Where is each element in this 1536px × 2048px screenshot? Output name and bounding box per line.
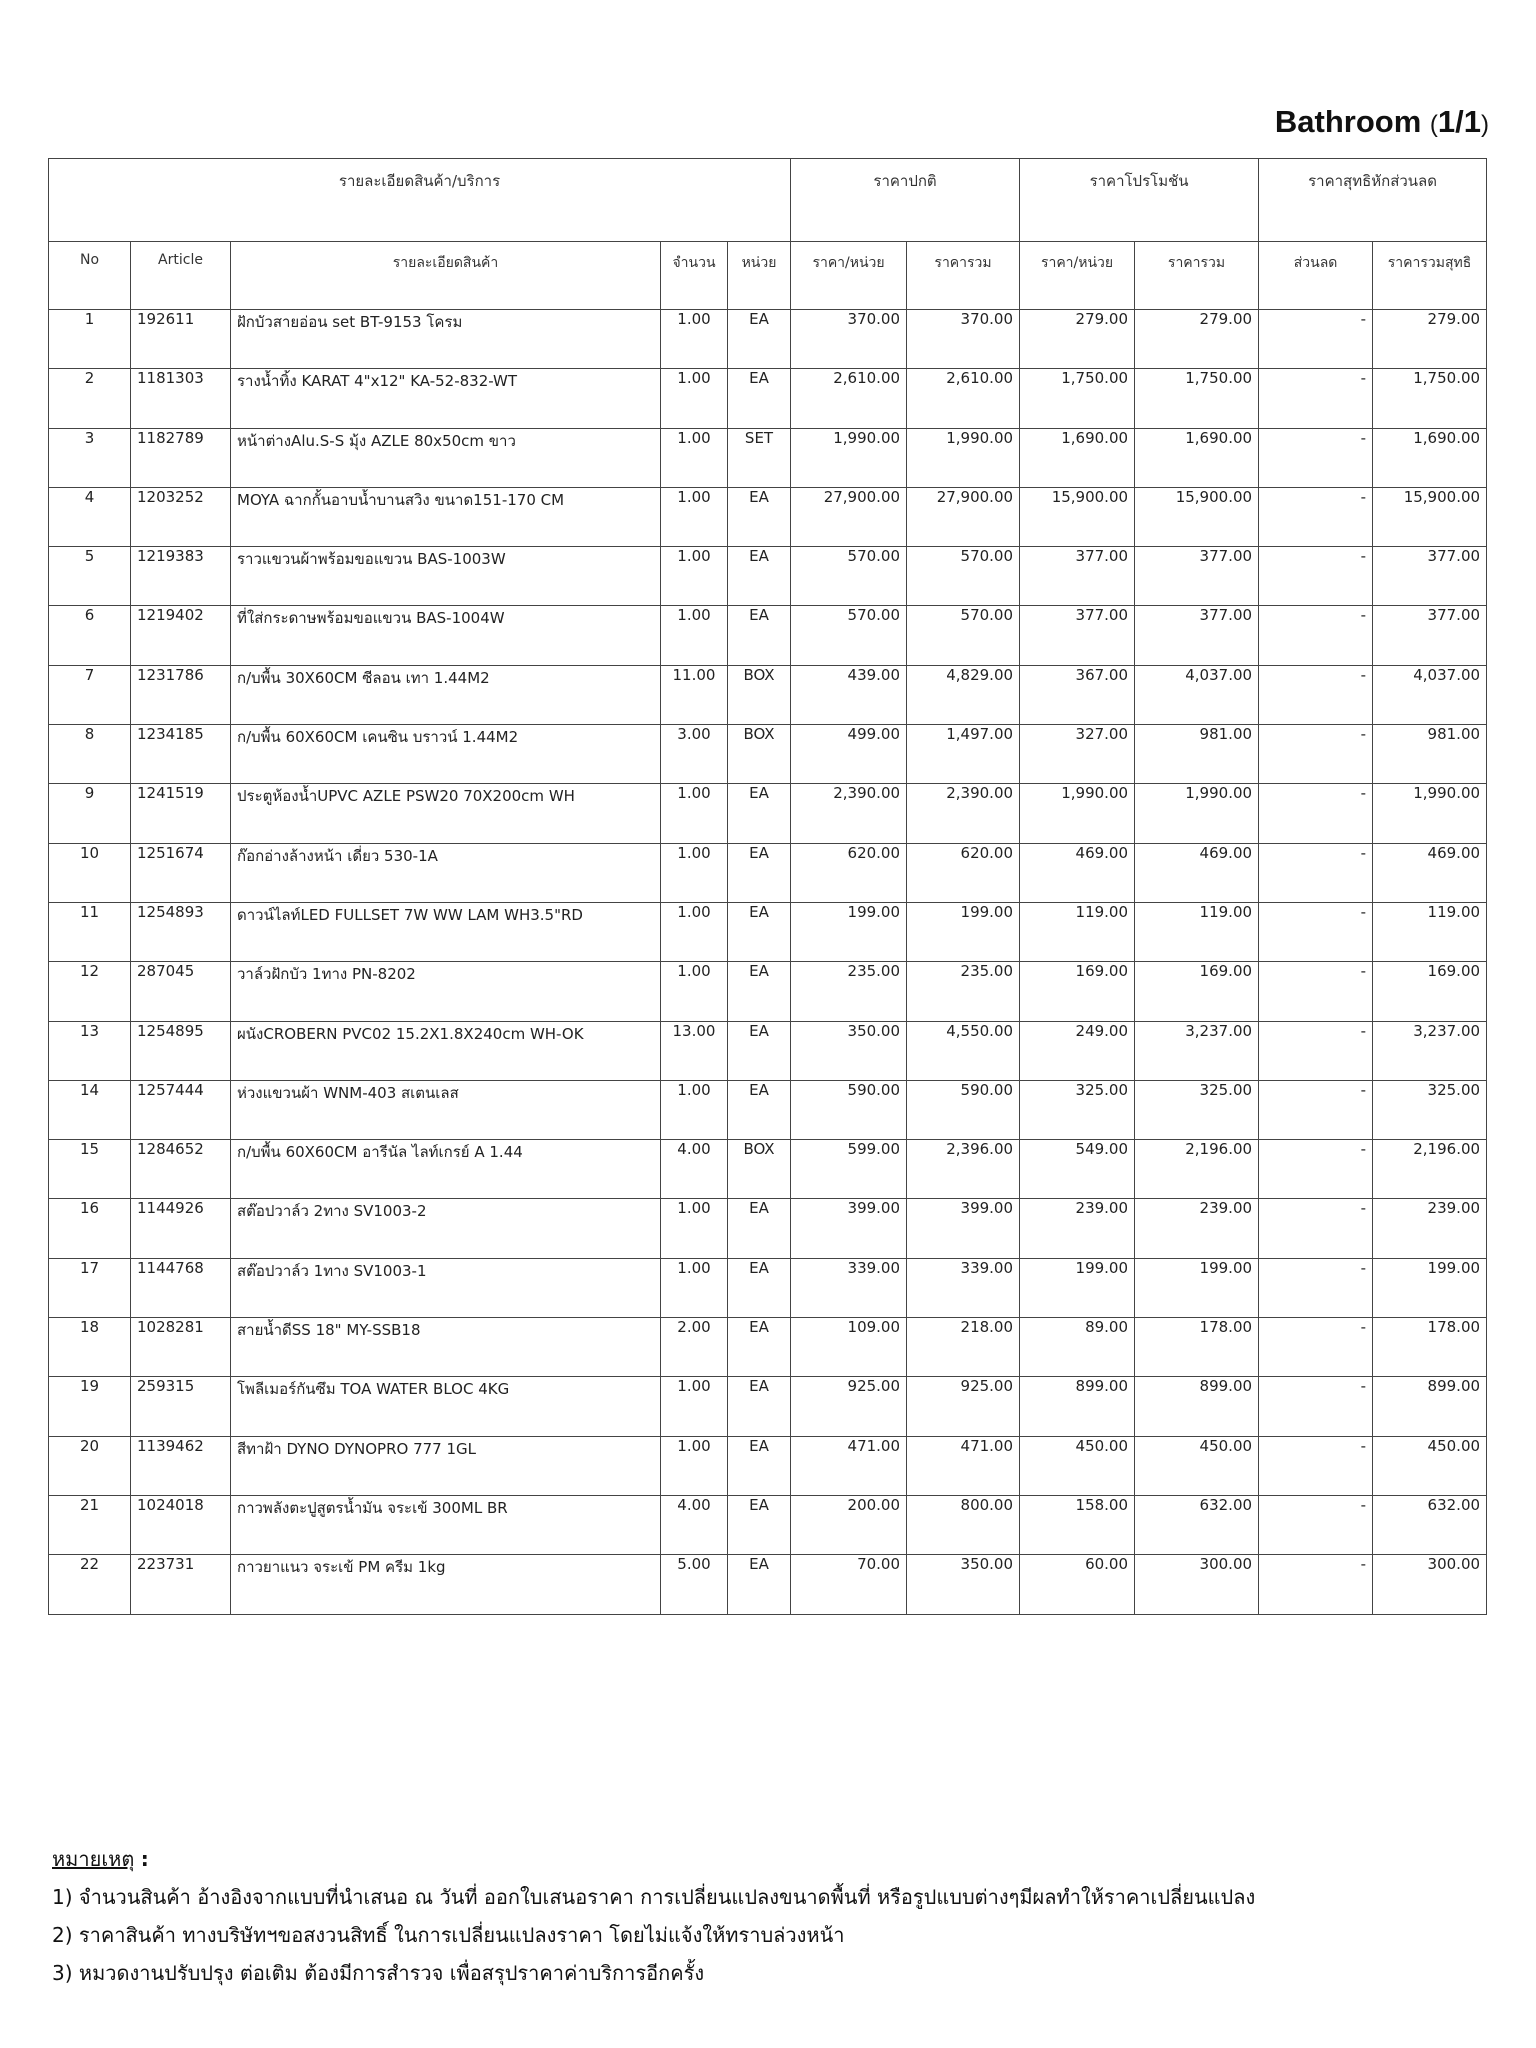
cell-no: 4 (49, 487, 131, 546)
cell-promo-total: 3,237.00 (1135, 1021, 1259, 1080)
table-row (49, 902, 1487, 961)
table-row (49, 1258, 1487, 1317)
cell-promo-total: 632.00 (1135, 1495, 1259, 1554)
cell-promo-total: 119.00 (1135, 902, 1259, 961)
cell-article: 1254895 (131, 1021, 231, 1080)
cell-description: ก/บพื้น 60X60CM เคนซิน บราวน์ 1.44M2 (231, 725, 661, 784)
page-title-name: Bathroom (1274, 104, 1422, 139)
cell-normal-unit-price: 925.00 (791, 1377, 907, 1436)
cell-normal-unit-price: 570.00 (791, 606, 907, 665)
cell-net-total: 119.00 (1373, 902, 1487, 961)
cell-net-total: 1,750.00 (1373, 369, 1487, 428)
cell-net-total: 178.00 (1373, 1318, 1487, 1377)
table-row (49, 784, 1487, 843)
table-row (49, 1377, 1487, 1436)
cell-discount: - (1259, 784, 1373, 843)
cell-net-total: 469.00 (1373, 843, 1487, 902)
note-item: 2) ราคาสินค้า ทางบริษัทฯขอสงวนสิทธิ์ ในการเปลี่ยนแปลงราคา โดยไม่แจ้งให้ทราบล่วงหน้า (52, 1923, 845, 1947)
cell-net-total: 377.00 (1373, 547, 1487, 606)
table-row (49, 1140, 1487, 1199)
cell-description: ประตูห้องน้ำUPVC AZLE PSW20 70X200cm WH (231, 784, 661, 843)
cell-discount: - (1259, 547, 1373, 606)
cell-normal-unit-price: 599.00 (791, 1140, 907, 1199)
cell-promo-total: 1,690.00 (1135, 428, 1259, 487)
cell-qty: 1.00 (661, 310, 728, 369)
cell-discount: - (1259, 665, 1373, 724)
cell-discount: - (1259, 1555, 1373, 1614)
cell-qty: 11.00 (661, 665, 728, 724)
cell-discount: - (1259, 1199, 1373, 1258)
table-row (49, 1021, 1487, 1080)
cell-no: 21 (49, 1495, 131, 1554)
cell-article: 1254893 (131, 902, 231, 961)
cell-normal-unit-price: 570.00 (791, 547, 907, 606)
cell-description: ก/บพื้น 30X60CM ซีลอน เทา 1.44M2 (231, 665, 661, 724)
cell-discount: - (1259, 428, 1373, 487)
cell-promo-total: 169.00 (1135, 962, 1259, 1021)
table-row (49, 1318, 1487, 1377)
group-header-promo-price: ราคาโปรโมชัน (1020, 159, 1259, 242)
cell-promo-unit-price: 367.00 (1020, 665, 1135, 724)
cell-normal-unit-price: 499.00 (791, 725, 907, 784)
cell-net-total: 981.00 (1373, 725, 1487, 784)
notes-section (52, 1840, 1255, 1992)
cell-article: 1182789 (131, 428, 231, 487)
col-header-description: รายละเอียดสินค้า (231, 242, 661, 310)
cell-promo-total: 981.00 (1135, 725, 1259, 784)
cell-normal-unit-price: 620.00 (791, 843, 907, 902)
cell-normal-total: 2,390.00 (907, 784, 1020, 843)
cell-article: 1144768 (131, 1258, 231, 1317)
cell-normal-total: 2,610.00 (907, 369, 1020, 428)
cell-net-total: 3,237.00 (1373, 1021, 1487, 1080)
table-row (49, 606, 1487, 665)
cell-normal-unit-price: 199.00 (791, 902, 907, 961)
cell-article: 192611 (131, 310, 231, 369)
cell-qty: 1.00 (661, 487, 728, 546)
cell-unit: EA (728, 843, 791, 902)
cell-qty: 1.00 (661, 784, 728, 843)
page-number: 1/1 (1437, 104, 1481, 139)
cell-no: 8 (49, 725, 131, 784)
cell-qty: 1.00 (661, 902, 728, 961)
cell-promo-total: 377.00 (1135, 547, 1259, 606)
cell-normal-total: 339.00 (907, 1258, 1020, 1317)
cell-normal-total: 570.00 (907, 547, 1020, 606)
cell-net-total: 279.00 (1373, 310, 1487, 369)
cell-no: 16 (49, 1199, 131, 1258)
cell-unit: BOX (728, 665, 791, 724)
group-header-details: รายละเอียดสินค้า/บริการ (49, 159, 791, 242)
cell-promo-unit-price: 1,690.00 (1020, 428, 1135, 487)
col-header-no: No (49, 242, 131, 310)
cell-qty: 4.00 (661, 1495, 728, 1554)
cell-article: 1203252 (131, 487, 231, 546)
cell-article: 1139462 (131, 1436, 231, 1495)
cell-unit: EA (728, 1318, 791, 1377)
cell-normal-total: 4,829.00 (907, 665, 1020, 724)
cell-promo-unit-price: 239.00 (1020, 1199, 1135, 1258)
cell-qty: 1.00 (661, 843, 728, 902)
cell-description: สต๊อปวาล์ว 1ทาง SV1003-1 (231, 1258, 661, 1317)
cell-normal-unit-price: 439.00 (791, 665, 907, 724)
cell-net-total: 199.00 (1373, 1258, 1487, 1317)
cell-discount: - (1259, 725, 1373, 784)
cell-description: โพลีเมอร์กันซึม TOA WATER BLOC 4KG (231, 1377, 661, 1436)
cell-no: 19 (49, 1377, 131, 1436)
cell-description: ที่ใส่กระดาษพร้อมขอแขวน BAS-1004W (231, 606, 661, 665)
cell-unit: EA (728, 1199, 791, 1258)
cell-no: 13 (49, 1021, 131, 1080)
cell-normal-unit-price: 1,990.00 (791, 428, 907, 487)
table-row (49, 665, 1487, 724)
cell-unit: EA (728, 962, 791, 1021)
cell-promo-unit-price: 279.00 (1020, 310, 1135, 369)
cell-promo-unit-price: 119.00 (1020, 902, 1135, 961)
cell-description: หน้าต่างAlu.S-S มุ้ง AZLE 80x50cm ขาว (231, 428, 661, 487)
note-item: 1) จำนวนสินค้า อ้างอิงจากแบบที่นำเสนอ ณ วันที่ ออกใบเสนอราคา การเปลี่ยนแปลงขนาดพื้นที่ หรือรูปแบบต่างๆมีผลทำให้ราคาเปลี่ยนแปลง (52, 1885, 1256, 1909)
cell-normal-unit-price: 235.00 (791, 962, 907, 1021)
cell-no: 1 (49, 310, 131, 369)
cell-discount: - (1259, 1258, 1373, 1317)
cell-net-total: 2,196.00 (1373, 1140, 1487, 1199)
cell-normal-unit-price: 471.00 (791, 1436, 907, 1495)
cell-article: 1251674 (131, 843, 231, 902)
cell-discount: - (1259, 962, 1373, 1021)
cell-normal-total: 570.00 (907, 606, 1020, 665)
cell-promo-unit-price: 899.00 (1020, 1377, 1135, 1436)
table-row (49, 1436, 1487, 1495)
cell-net-total: 899.00 (1373, 1377, 1487, 1436)
cell-description: MOYA ฉากกั้นอาบน้ำบานสวิง ขนาด151-170 CM (231, 487, 661, 546)
cell-no: 5 (49, 547, 131, 606)
cell-qty: 1.00 (661, 1377, 728, 1436)
table-row (49, 1555, 1487, 1614)
cell-article: 1234185 (131, 725, 231, 784)
cell-unit: EA (728, 1495, 791, 1554)
cell-promo-unit-price: 325.00 (1020, 1080, 1135, 1139)
cell-normal-unit-price: 370.00 (791, 310, 907, 369)
cell-normal-unit-price: 70.00 (791, 1555, 907, 1614)
table-row (49, 1495, 1487, 1554)
cell-normal-total: 235.00 (907, 962, 1020, 1021)
cell-no: 2 (49, 369, 131, 428)
cell-unit: EA (728, 547, 791, 606)
cell-normal-unit-price: 200.00 (791, 1495, 907, 1554)
cell-normal-total: 2,396.00 (907, 1140, 1020, 1199)
cell-promo-total: 2,196.00 (1135, 1140, 1259, 1199)
cell-description: วาล์วฝักบัว 1ทาง PN-8202 (231, 962, 661, 1021)
cell-promo-unit-price: 249.00 (1020, 1021, 1135, 1080)
page-title-close-paren: ) (1481, 111, 1489, 138)
cell-article: 259315 (131, 1377, 231, 1436)
table-row (49, 843, 1487, 902)
cell-normal-total: 370.00 (907, 310, 1020, 369)
cell-normal-total: 199.00 (907, 902, 1020, 961)
col-header-promo-total: ราคารวม (1135, 242, 1259, 310)
cell-discount: - (1259, 369, 1373, 428)
cell-no: 10 (49, 843, 131, 902)
col-header-qty: จำนวน (661, 242, 728, 310)
cell-discount: - (1259, 1318, 1373, 1377)
cell-net-total: 450.00 (1373, 1436, 1487, 1495)
cell-promo-unit-price: 450.00 (1020, 1436, 1135, 1495)
cell-normal-unit-price: 2,610.00 (791, 369, 907, 428)
table-row (49, 487, 1487, 546)
cell-net-total: 632.00 (1373, 1495, 1487, 1554)
cell-normal-total: 590.00 (907, 1080, 1020, 1139)
cell-promo-total: 899.00 (1135, 1377, 1259, 1436)
cell-normal-unit-price: 339.00 (791, 1258, 907, 1317)
cell-qty: 1.00 (661, 1258, 728, 1317)
notes-heading-text: หมายเหตุ (52, 1847, 135, 1871)
col-header-promo-unit-price: ราคา/หน่วย (1020, 242, 1135, 310)
cell-no: 3 (49, 428, 131, 487)
cell-normal-total: 350.00 (907, 1555, 1020, 1614)
cell-promo-unit-price: 158.00 (1020, 1495, 1135, 1554)
col-header-article: Article (131, 242, 231, 310)
cell-normal-unit-price: 399.00 (791, 1199, 907, 1258)
cell-unit: EA (728, 606, 791, 665)
cell-promo-total: 178.00 (1135, 1318, 1259, 1377)
cell-promo-total: 325.00 (1135, 1080, 1259, 1139)
cell-unit: EA (728, 902, 791, 961)
cell-normal-unit-price: 2,390.00 (791, 784, 907, 843)
cell-net-total: 300.00 (1373, 1555, 1487, 1614)
cell-article: 1257444 (131, 1080, 231, 1139)
cell-normal-total: 471.00 (907, 1436, 1020, 1495)
col-header-discount: ส่วนลด (1259, 242, 1373, 310)
cell-article: 1284652 (131, 1140, 231, 1199)
cell-article: 1219402 (131, 606, 231, 665)
cell-net-total: 169.00 (1373, 962, 1487, 1021)
cell-article: 1231786 (131, 665, 231, 724)
cell-description: สีทาฝ้า DYNO DYNOPRO 777 1GL (231, 1436, 661, 1495)
cell-no: 7 (49, 665, 131, 724)
cell-description: ดาวน์ไลท์LED FULLSET 7W WW LAM WH3.5"RD (231, 902, 661, 961)
cell-description: สต๊อปวาล์ว 2ทาง SV1003-2 (231, 1199, 661, 1258)
cell-article: 1024018 (131, 1495, 231, 1554)
cell-qty: 1.00 (661, 428, 728, 487)
group-header-row (49, 159, 1487, 242)
cell-net-total: 15,900.00 (1373, 487, 1487, 546)
cell-discount: - (1259, 606, 1373, 665)
cell-unit: EA (728, 487, 791, 546)
table-body (49, 310, 1487, 1615)
cell-description: ห่วงแขวนผ้า WNM-403 สเตนเลส (231, 1080, 661, 1139)
cell-discount: - (1259, 902, 1373, 961)
cell-qty: 5.00 (661, 1555, 728, 1614)
cell-no: 12 (49, 962, 131, 1021)
cell-unit: EA (728, 1555, 791, 1614)
cell-normal-total: 399.00 (907, 1199, 1020, 1258)
cell-promo-unit-price: 60.00 (1020, 1555, 1135, 1614)
cell-unit: SET (728, 428, 791, 487)
cell-net-total: 325.00 (1373, 1080, 1487, 1139)
cell-promo-unit-price: 89.00 (1020, 1318, 1135, 1377)
cell-promo-unit-price: 549.00 (1020, 1140, 1135, 1199)
note-item: 3) หมวดงานปรับปรุง ต่อเติม ต้องมีการสำรวจ เพื่อสรุปราคาค่าบริการอีกครั้ง (52, 1961, 705, 1985)
cell-discount: - (1259, 1140, 1373, 1199)
cell-qty: 1.00 (661, 1199, 728, 1258)
cell-promo-total: 239.00 (1135, 1199, 1259, 1258)
cell-description: ฝักบัวสายอ่อน set BT-9153 โครม (231, 310, 661, 369)
cell-unit: BOX (728, 725, 791, 784)
table-row (49, 1199, 1487, 1258)
cell-unit: EA (728, 1436, 791, 1495)
cell-promo-total: 4,037.00 (1135, 665, 1259, 724)
cell-no: 15 (49, 1140, 131, 1199)
cell-description: ก๊อกอ่างล้างหน้า เดี่ยว 530-1A (231, 843, 661, 902)
cell-no: 9 (49, 784, 131, 843)
cell-discount: - (1259, 1080, 1373, 1139)
cell-net-total: 4,037.00 (1373, 665, 1487, 724)
cell-article: 1028281 (131, 1318, 231, 1377)
cell-qty: 1.00 (661, 962, 728, 1021)
cell-unit: EA (728, 784, 791, 843)
cell-promo-total: 1,750.00 (1135, 369, 1259, 428)
cell-promo-unit-price: 327.00 (1020, 725, 1135, 784)
cell-description: ก/บพื้น 60X60CM อารีนัล ไลท์เกรย์ A 1.44 (231, 1140, 661, 1199)
cell-unit: EA (728, 1258, 791, 1317)
cell-net-total: 377.00 (1373, 606, 1487, 665)
cell-no: 6 (49, 606, 131, 665)
cell-description: กาวยาแนว จระเข้ PM ครีม 1kg (231, 1555, 661, 1614)
page-title-open-paren: ( (1429, 111, 1438, 138)
cell-discount: - (1259, 843, 1373, 902)
cell-description: รางน้ำทิ้ง KARAT 4"x12" KA-52-832-WT (231, 369, 661, 428)
cell-qty: 13.00 (661, 1021, 728, 1080)
cell-promo-unit-price: 1,990.00 (1020, 784, 1135, 843)
col-header-unit: หน่วย (728, 242, 791, 310)
group-header-normal-price: ราคาปกติ (791, 159, 1020, 242)
cell-normal-unit-price: 590.00 (791, 1080, 907, 1139)
cell-promo-total: 279.00 (1135, 310, 1259, 369)
cell-net-total: 1,690.00 (1373, 428, 1487, 487)
cell-promo-unit-price: 377.00 (1020, 547, 1135, 606)
quotation-table (48, 158, 1487, 1615)
cell-normal-total: 27,900.00 (907, 487, 1020, 546)
cell-description: กาวพลังตะปูสูตรน้ำมัน จระเข้ 300ML BR (231, 1495, 661, 1554)
notes-heading (52, 1840, 1255, 1878)
cell-promo-unit-price: 1,750.00 (1020, 369, 1135, 428)
col-header-net-total: ราคารวมสุทธิ (1373, 242, 1487, 310)
column-header-row (49, 242, 1487, 310)
cell-promo-unit-price: 199.00 (1020, 1258, 1135, 1317)
cell-article: 1181303 (131, 369, 231, 428)
cell-discount: - (1259, 310, 1373, 369)
cell-net-total: 1,990.00 (1373, 784, 1487, 843)
cell-qty: 1.00 (661, 547, 728, 606)
cell-normal-unit-price: 109.00 (791, 1318, 907, 1377)
cell-qty: 1.00 (661, 606, 728, 665)
cell-normal-total: 620.00 (907, 843, 1020, 902)
cell-description: ผนังCROBERN PVC02 15.2X1.8X240cm WH-OK (231, 1021, 661, 1080)
cell-no: 11 (49, 902, 131, 961)
cell-description: สายน้ำดีSS 18" MY-SSB18 (231, 1318, 661, 1377)
cell-normal-total: 218.00 (907, 1318, 1020, 1377)
cell-unit: EA (728, 369, 791, 428)
table-row (49, 369, 1487, 428)
cell-promo-unit-price: 377.00 (1020, 606, 1135, 665)
cell-qty: 3.00 (661, 725, 728, 784)
col-header-normal-unit-price: ราคา/หน่วย (791, 242, 907, 310)
page-title (1275, 104, 1489, 140)
cell-qty: 4.00 (661, 1140, 728, 1199)
cell-unit: EA (728, 310, 791, 369)
cell-promo-total: 199.00 (1135, 1258, 1259, 1317)
cell-promo-total: 15,900.00 (1135, 487, 1259, 546)
cell-no: 18 (49, 1318, 131, 1377)
col-header-normal-total: ราคารวม (907, 242, 1020, 310)
cell-unit: EA (728, 1377, 791, 1436)
cell-unit: BOX (728, 1140, 791, 1199)
cell-unit: EA (728, 1080, 791, 1139)
cell-promo-total: 300.00 (1135, 1555, 1259, 1614)
cell-qty: 1.00 (661, 1080, 728, 1139)
notes-heading-colon: : (140, 1847, 149, 1871)
cell-discount: - (1259, 1436, 1373, 1495)
cell-net-total: 239.00 (1373, 1199, 1487, 1258)
cell-article: 223731 (131, 1555, 231, 1614)
cell-article: 1219383 (131, 547, 231, 606)
table-row (49, 428, 1487, 487)
cell-promo-total: 1,990.00 (1135, 784, 1259, 843)
cell-no: 20 (49, 1436, 131, 1495)
cell-discount: - (1259, 1021, 1373, 1080)
group-header-net-price: ราคาสุทธิหักส่วนลด (1259, 159, 1487, 242)
cell-article: 1144926 (131, 1199, 231, 1258)
cell-qty: 1.00 (661, 1436, 728, 1495)
cell-article: 1241519 (131, 784, 231, 843)
cell-normal-total: 4,550.00 (907, 1021, 1020, 1080)
cell-promo-unit-price: 15,900.00 (1020, 487, 1135, 546)
table-row (49, 547, 1487, 606)
cell-no: 14 (49, 1080, 131, 1139)
table-row (49, 962, 1487, 1021)
table-row (49, 1080, 1487, 1139)
table-row (49, 310, 1487, 369)
cell-promo-unit-price: 469.00 (1020, 843, 1135, 902)
cell-qty: 2.00 (661, 1318, 728, 1377)
cell-promo-total: 450.00 (1135, 1436, 1259, 1495)
cell-no: 22 (49, 1555, 131, 1614)
table-row (49, 725, 1487, 784)
cell-discount: - (1259, 487, 1373, 546)
cell-article: 287045 (131, 962, 231, 1021)
cell-normal-total: 800.00 (907, 1495, 1020, 1554)
cell-normal-unit-price: 27,900.00 (791, 487, 907, 546)
cell-normal-total: 1,497.00 (907, 725, 1020, 784)
cell-no: 17 (49, 1258, 131, 1317)
cell-description: ราวแขวนผ้าพร้อมขอแขวน BAS-1003W (231, 547, 661, 606)
cell-discount: - (1259, 1495, 1373, 1554)
cell-promo-unit-price: 169.00 (1020, 962, 1135, 1021)
cell-discount: - (1259, 1377, 1373, 1436)
cell-normal-total: 1,990.00 (907, 428, 1020, 487)
cell-normal-unit-price: 350.00 (791, 1021, 907, 1080)
cell-promo-total: 377.00 (1135, 606, 1259, 665)
cell-normal-total: 925.00 (907, 1377, 1020, 1436)
cell-qty: 1.00 (661, 369, 728, 428)
cell-promo-total: 469.00 (1135, 843, 1259, 902)
cell-unit: EA (728, 1021, 791, 1080)
